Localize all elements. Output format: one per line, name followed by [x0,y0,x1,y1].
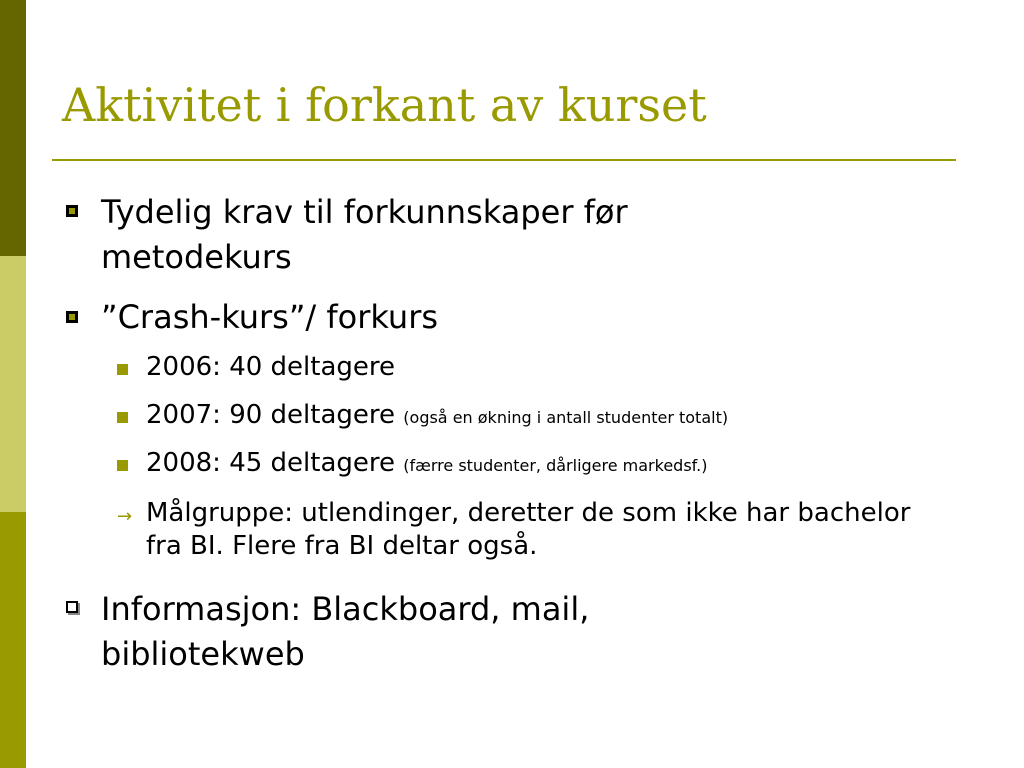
slide-title: Aktivitet i forkant av kurset [62,78,707,132]
sub-bullet-1-text: 2006: 40 deltagere [146,352,396,382]
bullet-2: ”Crash-kurs”/ forkurs [101,298,439,336]
sub-bullet-3-note: (færre studenter, dårligere markedsf.) [403,456,708,475]
sub-bullet-3 [146,447,946,482]
sub-bullet-1 [146,351,946,386]
right-arrow-icon: → [117,506,133,527]
sub-bullet-3-text: 2008: 45 deltagere [146,448,404,478]
open-square-bullet-icon [66,601,78,613]
sub-bullet-2-text: 2007: 90 deltagere [146,400,404,430]
bullet-3: Informasjon: Blackboard, mail, bibliotekweb [101,590,590,673]
sub-bullet-4: Målgruppe: utlendinger, deretter de som ikke har bachelor fra BI. Flere fra BI deltar også. [146,498,911,561]
bullet-1: Tydelig krav til forkunnskaper før metodekurs [101,193,628,276]
sub-bullet-2-note: (også en økning i antall studenter totalt) [403,408,729,427]
small-square-bullet-icon [117,460,128,471]
small-square-bullet-icon [117,364,128,375]
small-square-bullet-icon [117,412,128,423]
square-bullet-icon [66,311,78,323]
sub-bullet-2 [146,399,946,434]
square-bullet-icon [66,205,78,217]
